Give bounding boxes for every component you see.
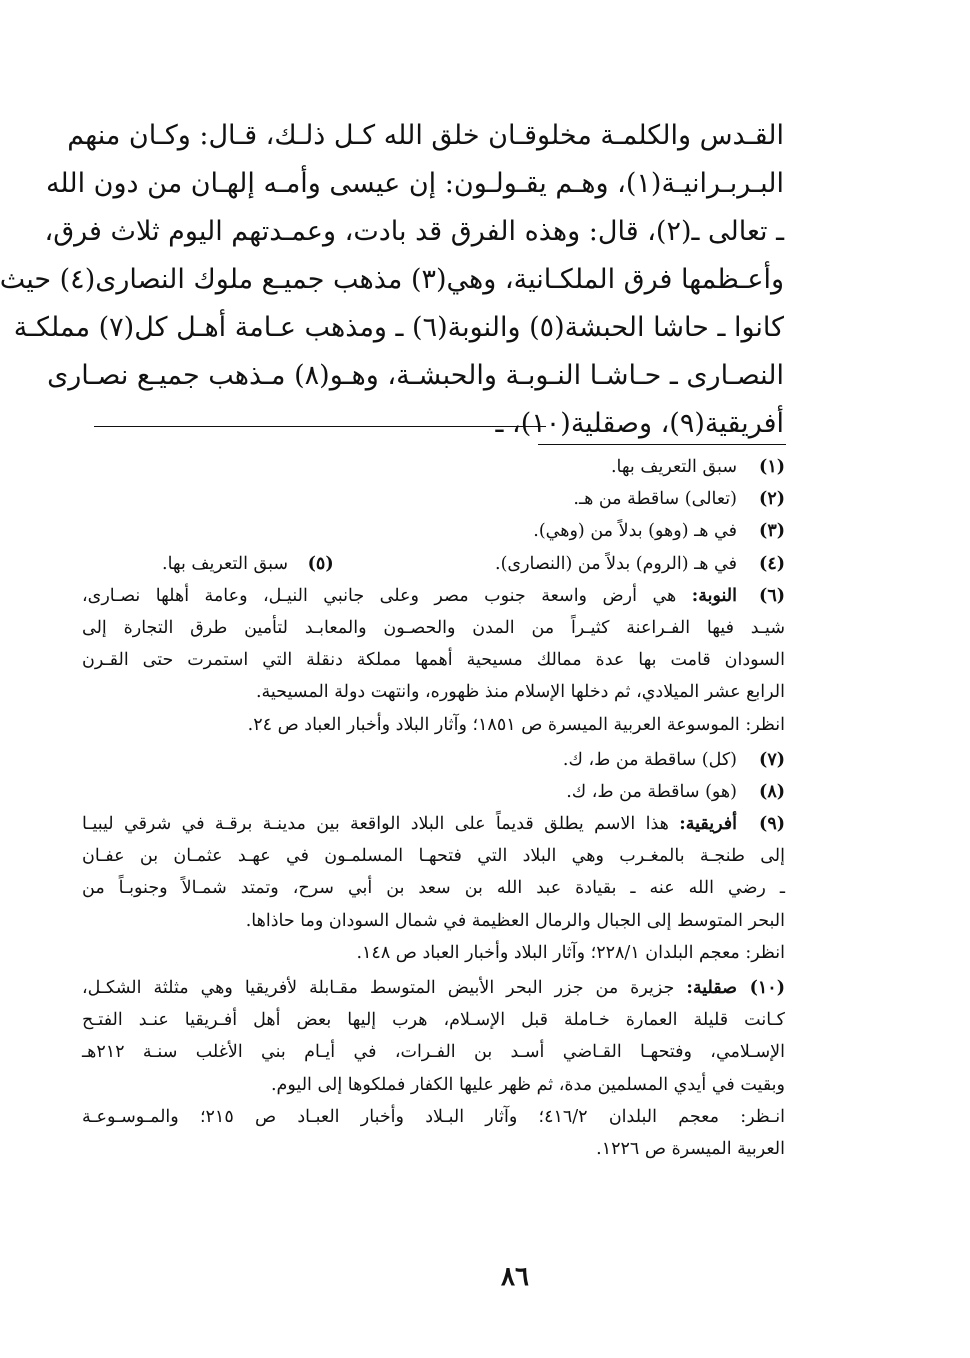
footnote-1 xyxy=(82,451,785,483)
footnote-text: في هـ (وهو) بدلاً من (وهي). xyxy=(533,521,737,542)
footnote-4 xyxy=(82,548,785,580)
footnote-text: سبق التعريف بها. xyxy=(162,553,289,574)
footnote-text-line: البحر المتوسط إلى الجبال والرمال العظيمة في شمال السودان وما حاذاها. xyxy=(245,910,785,931)
footnote-text-line: إلى طنجـة بالمغـرب وهي البلاد التي فتحهـا المسلمـون في عهـد عثمـان بن عفـان xyxy=(82,846,785,867)
footnote-number: (١) xyxy=(759,457,785,477)
continuation-rule xyxy=(94,426,546,427)
footnote-number: (٨) xyxy=(759,781,785,802)
footnote-6 xyxy=(82,580,785,612)
main-text xyxy=(0,112,784,448)
footnote-term: صقلية: xyxy=(686,978,737,998)
footnote-number: (٤) xyxy=(759,553,785,574)
footnote-5 xyxy=(162,548,334,580)
footnote-number: (٧) xyxy=(759,749,785,770)
footnote-text: (هو) ساقطة من ط، ك. xyxy=(566,781,737,802)
main-text-line: أفريقية(٩)، وصقلية(١٠)، ـ xyxy=(495,408,784,439)
footnote-source-line: انظر: الموسوعة العربية الميسرة ص ١٨٥١؛ وآثار البلاد وأخبار العباد ص ٢٤. xyxy=(247,714,785,735)
footnote-term: أفريقية: xyxy=(679,814,737,835)
footnote-text: هذا الاسم يطلق قديماً على البلاد الواقعة بين مدينـة برقـة في شرقي ليبيـا xyxy=(82,814,669,835)
footnote-source-line: انظر: معجم البلدان ٢٢٨/١؛ وآثار البلاد وأخبار العباد ص ١٤٨. xyxy=(356,942,785,963)
footnote-7 xyxy=(82,744,785,776)
footnote-number: (٢) xyxy=(759,489,785,510)
footnote-number: (١٠) xyxy=(749,978,785,998)
footnotes xyxy=(82,451,785,1165)
footnote-text-line: السودان قامت بها عدة ممالك مسيحية أهمها مملكة دنقلة التي استمرت حتى القـرن xyxy=(82,650,785,671)
footnote-text: (تعالى) ساقطة من هـ. xyxy=(573,489,737,510)
footnote-text-line: ـ رضي الله عنه ـ بقيادة عبد الله بن سعد بن أبي سرح، وتمتد شمـالاً وجنوبـاً من xyxy=(82,878,785,899)
footnote-10 xyxy=(82,972,785,1004)
main-text-line: كانوا ـ حاشا الحبشة(٥) والنوبة(٦) ـ ومذهب عـامة أهـل كل(٧) مملكـة xyxy=(13,312,784,343)
footnote-separator xyxy=(538,444,786,445)
footnote-text-line: الإسـلامي، وفتحهـا القـاضي أسـد بن الفـرات، في أيـام بني الأغلب سنـة ٢١٢هـ xyxy=(82,1042,785,1063)
footnote-text: (كل) ساقطة من ط، ك. xyxy=(562,749,737,770)
footnote-text-line: العربية الميسرة ص ١٢٢٦. xyxy=(596,1138,785,1159)
main-text-line: القـدس والكلمـة مخلوقـان خلق الله كـل ذلـك، قـال: وكـان منهم xyxy=(67,120,784,151)
footnote-text: هي أرض واسعة جنوب مصر وعلى جانبي النيـل، وعامة أهلها نصـارى، xyxy=(82,585,677,606)
footnote-term: النوبة: xyxy=(691,585,737,606)
footnote-2 xyxy=(82,483,785,515)
footnote-8 xyxy=(82,776,785,808)
footnote-text: في هـ (الروم) بدلاً من (النصارى). xyxy=(495,553,737,574)
main-text-line: ـ تعالى ـ(٢)، قال: وهذه الفرق قد بادت، وعمـدتهم اليوم ثلاث فرق، xyxy=(44,216,784,247)
footnote-text-line: شيـد فيها الفـراعنة كثيـراً من المدن والحصـون والمعابـد لتأمين طرق التجارة إلى xyxy=(82,617,785,638)
footnote-text: جزيرة من جزر البحر الأبيض المتوسط مقـابلة لأفريقيا وهي مثلثة الشكـل، xyxy=(82,978,675,998)
footnote-source-line: انـظر: معجم البلدان ٤١٦/٢؛ وآثار البـلاد وأخبار العبـاد ص ٢١٥؛ والمـوسـوعـة xyxy=(82,1106,785,1127)
footnote-number: (٦) xyxy=(759,585,785,606)
footnote-number: (٣) xyxy=(759,521,785,542)
footnote-text-line: وبقيت في أيدي المسلمين مدة، ثم ظهر عليها الكفار فملكوها إلى اليوم. xyxy=(270,1074,785,1095)
footnote-text: سبق التعريف بها. xyxy=(610,457,737,477)
main-text-last-line xyxy=(82,400,784,448)
footnote-3 xyxy=(82,515,785,547)
footnote-number: (٥) xyxy=(307,553,334,574)
footnote-9 xyxy=(82,808,785,840)
footnote-text-line: كـانت قليلة العمارة خـاملة قبل الإسـلام، هرب إليها بعض أهل أفـريقيا عنـد الفتـح xyxy=(82,1010,785,1031)
main-text-line: وأعـظمها فرق الملكـانية، وهي(٣) مذهب جميـع ملوك النصارى(٤) حيث xyxy=(0,264,784,295)
main-text-line: النصـارى ـ حـاشـا النـوبـة والحبشـة، وهـو(٨) مـذهب جميـع نصـارى xyxy=(47,360,784,391)
main-text-line: البـربـرانيـة(١)، وهـم يقـولـون: إن عيسى وأمـه إلهـان من دون الله xyxy=(45,168,784,199)
footnote-text-line: الرابع عشر الميلادي، ثم دخلها الإسلام منذ ظهوره، وانتهت دولة المسيحية. xyxy=(255,682,785,703)
footnote-number: (٩) xyxy=(759,814,785,835)
page-number: ٨٦ xyxy=(501,1262,529,1292)
